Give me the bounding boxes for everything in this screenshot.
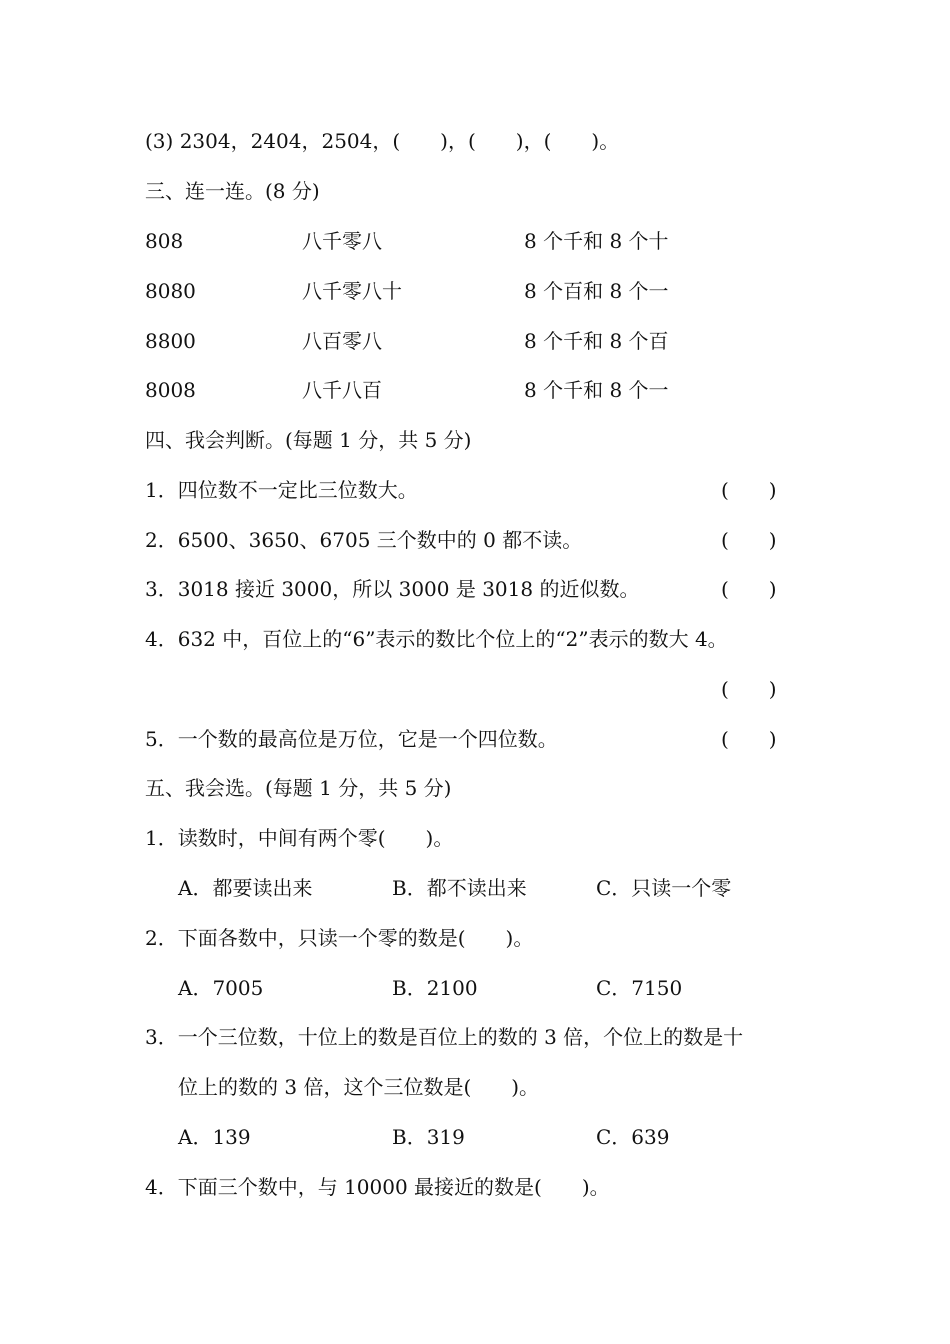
match-units[interactable]: 8 个百和 8 个一 — [524, 279, 669, 303]
match-words[interactable]: 八千八百 — [302, 378, 382, 402]
choice-question-2: 2．下面各数中，只读一个零的数是( )。 — [145, 926, 534, 950]
choice-question-1: 1．读数时，中间有两个零( )。 — [145, 826, 454, 850]
option-b[interactable]: B．2100 — [392, 976, 478, 1000]
match-units[interactable]: 8 个千和 8 个十 — [524, 229, 669, 253]
judge-question-2: 2．6500、3650、6705 三个数中的 0 都不读。 — [145, 528, 583, 552]
option-a[interactable]: A．139 — [178, 1125, 251, 1149]
match-units[interactable]: 8 个千和 8 个百 — [524, 329, 669, 353]
match-number[interactable]: 8800 — [145, 329, 196, 353]
match-number[interactable]: 8008 — [145, 378, 196, 402]
option-a[interactable]: A．7005 — [178, 976, 264, 1000]
judge-question-1: 1．四位数不一定比三位数大。 — [145, 478, 418, 502]
choice-question-4: 4．下面三个数中，与 10000 最接近的数是( )。 — [145, 1175, 610, 1199]
option-b[interactable]: B．都不读出来 — [392, 876, 527, 900]
match-number[interactable]: 8080 — [145, 279, 196, 303]
match-words[interactable]: 八百零八 — [302, 329, 382, 353]
choice-question-3-line-2: 位上的数的 3 倍，这个三位数是( )。 — [178, 1075, 540, 1099]
judge-answer-blank[interactable]: ( ) — [721, 677, 777, 701]
option-b[interactable]: B．319 — [392, 1125, 465, 1149]
option-c[interactable]: C．只读一个零 — [596, 876, 732, 900]
question-2-item-3: (3) 2304，2404，2504，( )，( )，( )。 — [145, 129, 620, 153]
judge-question-4: 4．632 中，百位上的“6”表示的数比个位上的“2”表示的数大 4。 — [145, 627, 728, 651]
judge-answer-blank[interactable]: ( ) — [721, 727, 777, 751]
option-a[interactable]: A．都要读出来 — [178, 876, 313, 900]
choice-question-3-line-1: 3．一个三位数，十位上的数是百位上的数的 3 倍，个位上的数是十 — [145, 1025, 744, 1049]
judge-question-5: 5．一个数的最高位是万位，它是一个四位数。 — [145, 727, 558, 751]
section-3-heading: 三、连一连。(8 分) — [145, 179, 320, 203]
judge-answer-blank[interactable]: ( ) — [721, 478, 777, 502]
judge-question-3: 3．3018 接近 3000，所以 3000 是 3018 的近似数。 — [145, 577, 640, 601]
section-5-heading: 五、我会选。(每题 1 分，共 5 分) — [145, 776, 452, 800]
section-4-heading: 四、我会判断。(每题 1 分，共 5 分) — [145, 428, 472, 452]
judge-answer-blank[interactable]: ( ) — [721, 577, 777, 601]
match-words[interactable]: 八千零八 — [302, 229, 382, 253]
option-c[interactable]: C．639 — [596, 1125, 670, 1149]
match-units[interactable]: 8 个千和 8 个一 — [524, 378, 669, 402]
match-words[interactable]: 八千零八十 — [302, 279, 402, 303]
judge-answer-blank[interactable]: ( ) — [721, 528, 777, 552]
option-c[interactable]: C．7150 — [596, 976, 683, 1000]
match-number[interactable]: 808 — [145, 229, 184, 253]
